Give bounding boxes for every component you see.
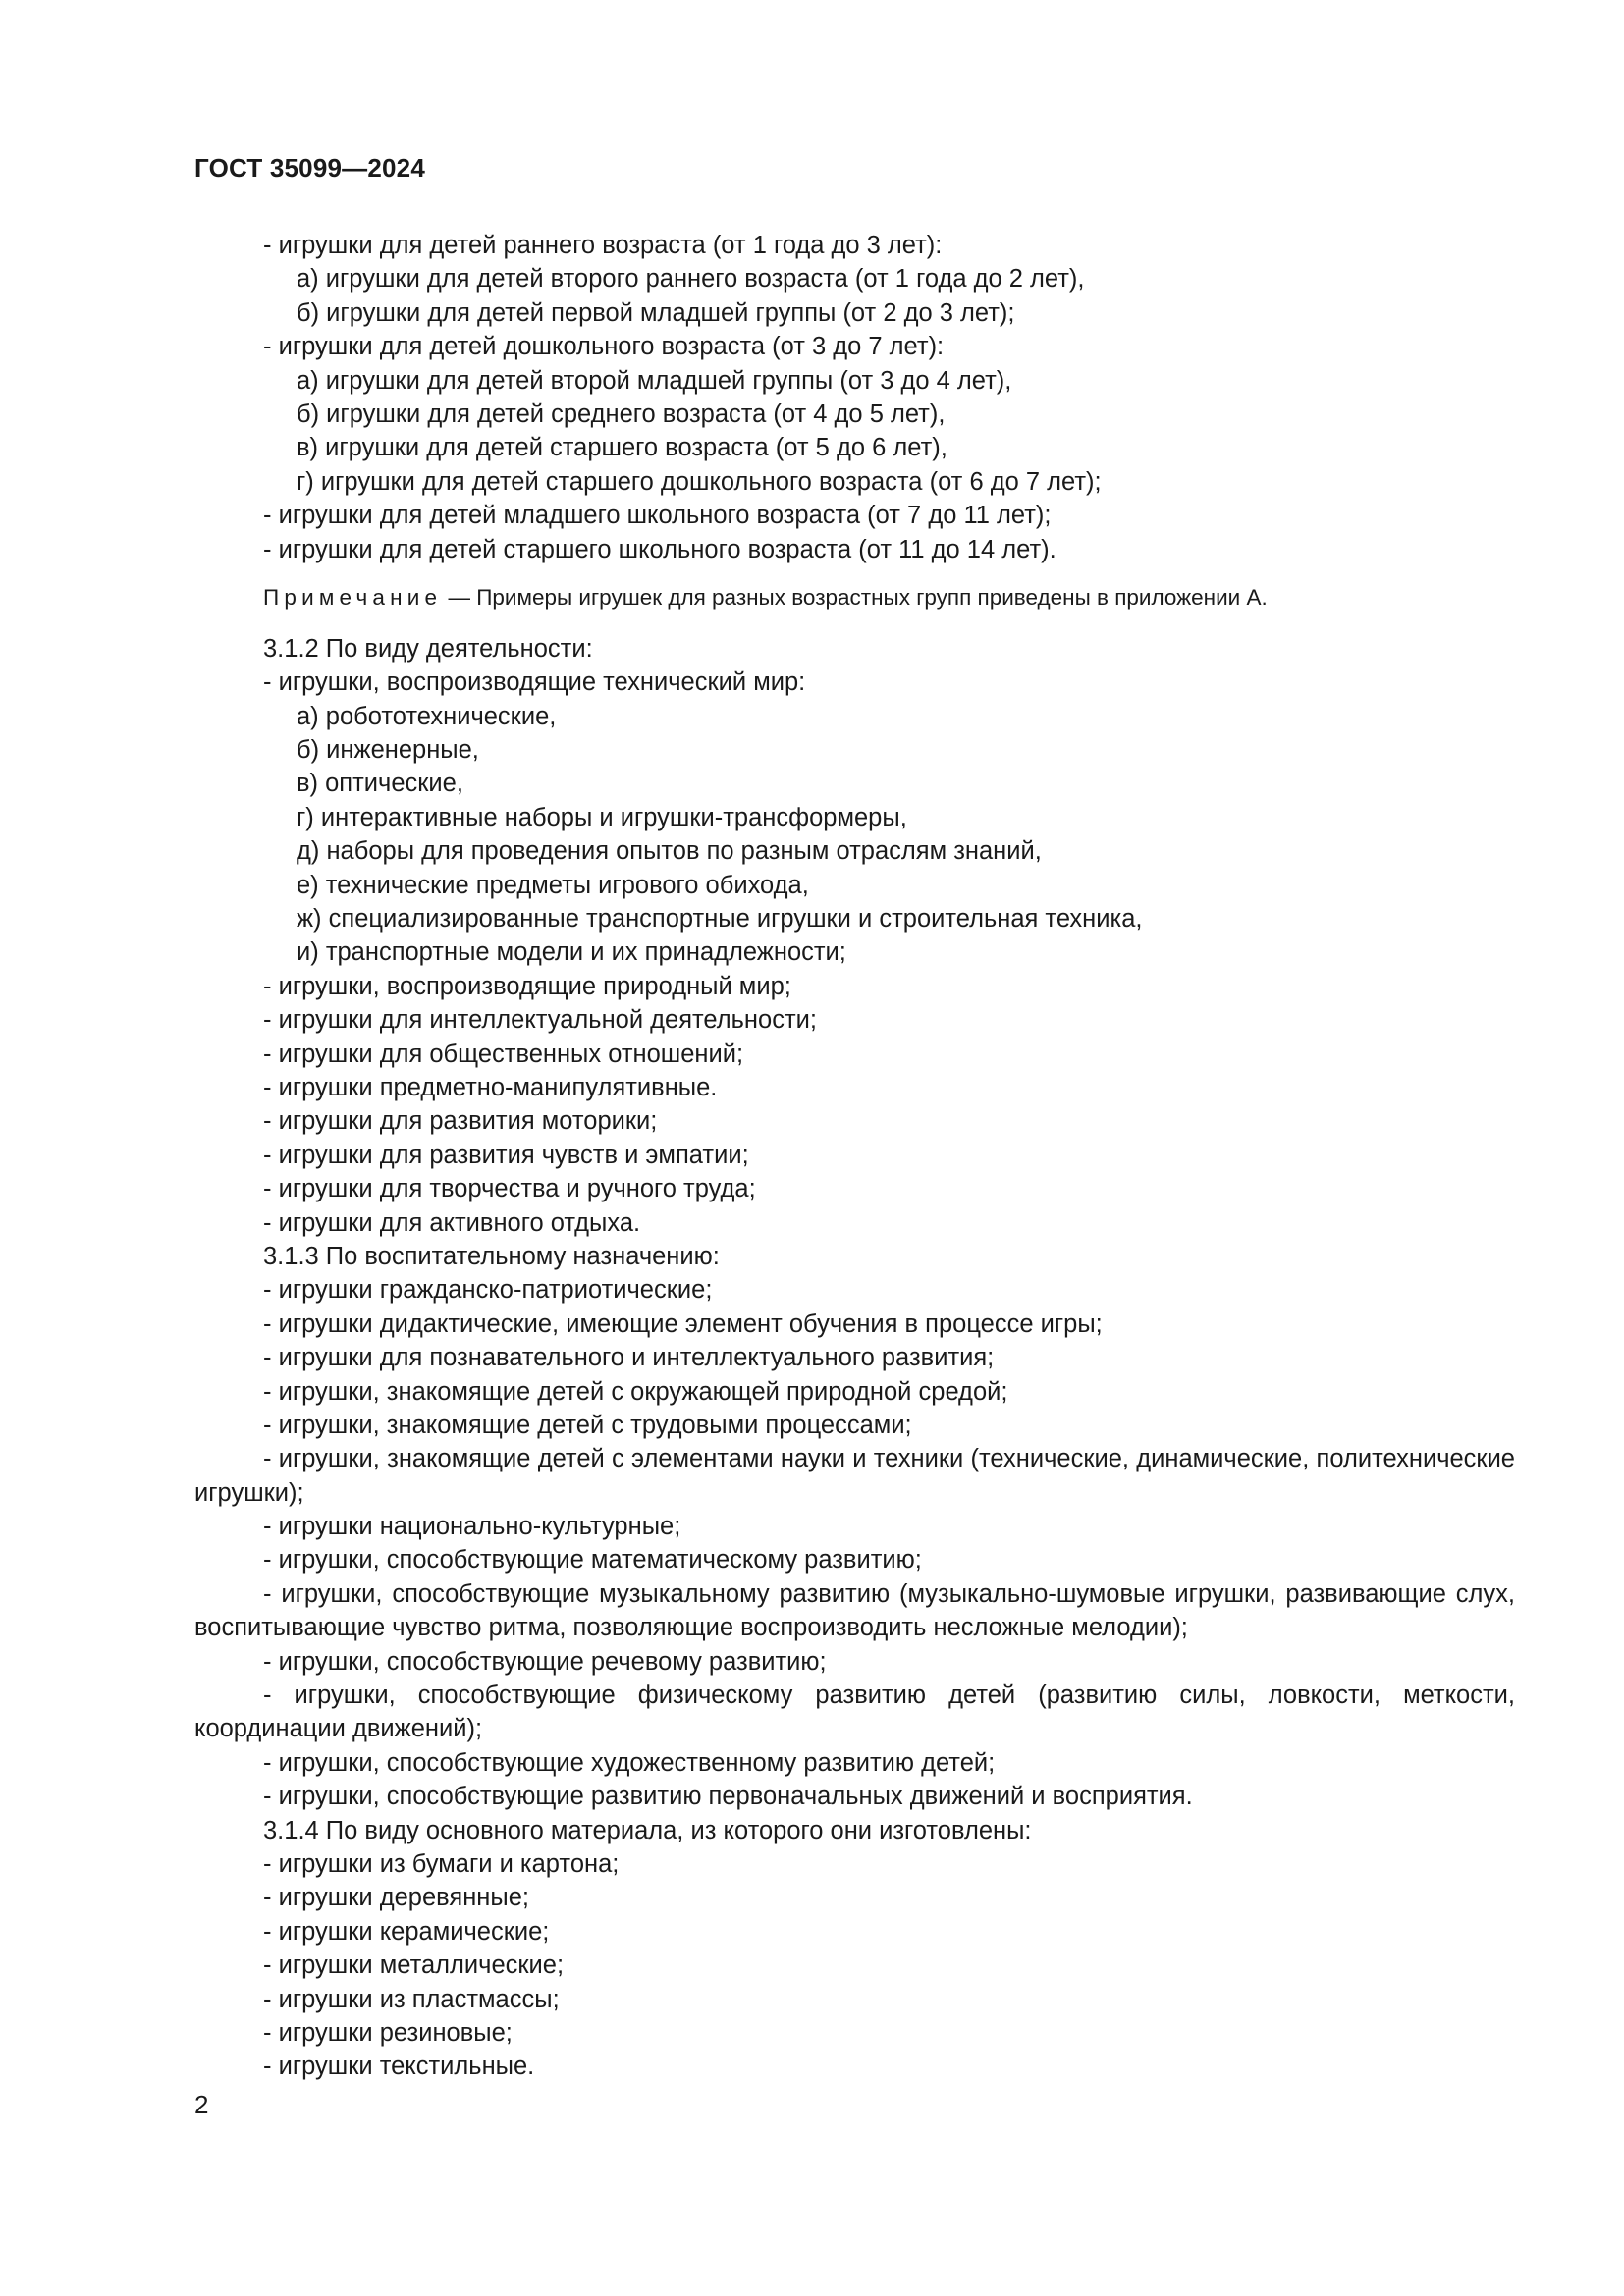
list-item: - игрушки для развития чувств и эмпатии; — [263, 1141, 749, 1169]
list-item: - игрушки для творчества и ручного труда; — [263, 1175, 756, 1203]
list-item: и) транспортные модели и их принадлежности; — [297, 938, 846, 967]
list-item: - игрушки, способствующие художественному развитию детей; — [263, 1748, 996, 1777]
list-item: - игрушки для детей старшего школьного возраста (от 11 до 14 лет). — [263, 535, 1056, 563]
list-item: б) инженерные, — [297, 736, 479, 765]
note — [194, 583, 1515, 613]
list-item: - игрушки для познавательного и интеллектуального развития; — [263, 1344, 995, 1372]
list-item: - игрушки для активного отдыха. — [263, 1208, 641, 1237]
list-item: - игрушки предметно-манипулятивные. — [263, 1073, 718, 1101]
list-item: - игрушки металлические; — [263, 1951, 565, 1980]
section-heading: 3.1.2 По виду деятельности: — [263, 634, 593, 663]
paragraph-item: - игрушки, способствующие физическому развитию детей (развитию силы, ловкости, меткости, координации движений); — [194, 1682, 1515, 1743]
list-item: - игрушки, способствующие развитию первоначальных движений и восприятия. — [263, 1783, 1193, 1811]
list-item: - игрушки дидактические, имеющие элемент обучения в процессе игры; — [263, 1309, 1103, 1338]
list-item: е) технические предметы игрового обихода, — [297, 871, 809, 899]
list-item: - игрушки для интеллектуальной деятельности; — [263, 1006, 817, 1035]
list-item: - игрушки, воспроизводящие технический мир: — [263, 668, 806, 697]
list-item: - игрушки для общественных отношений; — [263, 1040, 744, 1068]
section-heading: 3.1.3 По воспитательному назначению: — [263, 1242, 720, 1270]
list-item: а) игрушки для детей второго раннего возраста (от 1 года до 2 лет), — [297, 265, 1085, 294]
list-item: а) игрушки для детей второй младшей группы (от 3 до 4 лет), — [297, 366, 1012, 395]
list-item: - игрушки из бумаги и картона; — [263, 1850, 620, 1879]
list-item: д) наборы для проведения опытов по разным отраслям знаний, — [297, 837, 1042, 866]
list-item: - игрушки, способствующие речевому развитию; — [263, 1647, 827, 1676]
list-item: в) оптические, — [297, 770, 463, 798]
list-item: - игрушки для детей младшего школьного возраста (от 7 до 11 лет); — [263, 502, 1052, 530]
document-body — [194, 229, 1515, 2084]
note-label: Примечание — [263, 584, 443, 610]
list-item: - игрушки керамические; — [263, 1917, 550, 1946]
list-item: б) игрушки для детей среднего возраста (от 4 до 5 лет), — [297, 400, 946, 428]
document-code: ГОСТ 35099—2024 — [194, 153, 425, 183]
list-item: в) игрушки для детей старшего возраста (от 5 до 6 лет), — [297, 434, 947, 462]
list-item: - игрушки для детей дошкольного возраста (от 3 до 7 лет): — [263, 333, 945, 361]
list-item: г) игрушки для детей старшего дошкольного возраста (от 6 до 7 лет); — [297, 467, 1102, 496]
paragraph-item: - игрушки, способствующие музыкальному развитию (музыкально-шумовые игрушки, развивающие слух, воспитывающие чувство ритма, позволяющие воспроизводить несложные мелодии); — [194, 1579, 1515, 1642]
paragraph-item: - игрушки, знакомящие детей с элементами науки и техники (технические, динамические, политехнические игрушки); — [194, 1445, 1515, 1507]
list-item: - игрушки текстильные. — [263, 2053, 535, 2081]
list-item: - игрушки, знакомящие детей с трудовыми процессами; — [263, 1411, 912, 1439]
list-item: - игрушки из пластмассы; — [263, 1985, 560, 2013]
list-item: - игрушки для развития моторики; — [263, 1107, 658, 1136]
list-item: - игрушки для детей раннего возраста (от 1 года до 3 лет): — [263, 232, 943, 259]
list-item: - игрушки, воспроизводящие природный мир; — [263, 972, 791, 1000]
page-number: 2 — [194, 2090, 209, 2119]
list-item: - игрушки гражданско-патриотические; — [263, 1276, 713, 1305]
note-text: — Примеры игрушек для разных возрастных групп приведены в приложении А. — [442, 584, 1268, 610]
section-heading: 3.1.4 По виду основного материала, из которого они изготовлены: — [263, 1816, 1032, 1844]
list-item: г) интерактивные наборы и игрушки-трансформеры, — [297, 803, 907, 831]
list-item: ж) специализированные транспортные игрушки и строительная техника, — [297, 905, 1143, 934]
list-item: - игрушки национально-культурные; — [263, 1513, 681, 1541]
list-item: а) робототехнические, — [297, 702, 557, 730]
list-item: - игрушки, способствующие математическому развитию; — [263, 1546, 922, 1575]
list-item: - игрушки, знакомящие детей с окружающей природной средой; — [263, 1377, 1008, 1406]
list-item: - игрушки резиновые; — [263, 2019, 513, 2048]
list-item: - игрушки деревянные; — [263, 1884, 529, 1912]
list-item: б) игрушки для детей первой младшей группы (от 2 до 3 лет); — [297, 298, 1015, 327]
